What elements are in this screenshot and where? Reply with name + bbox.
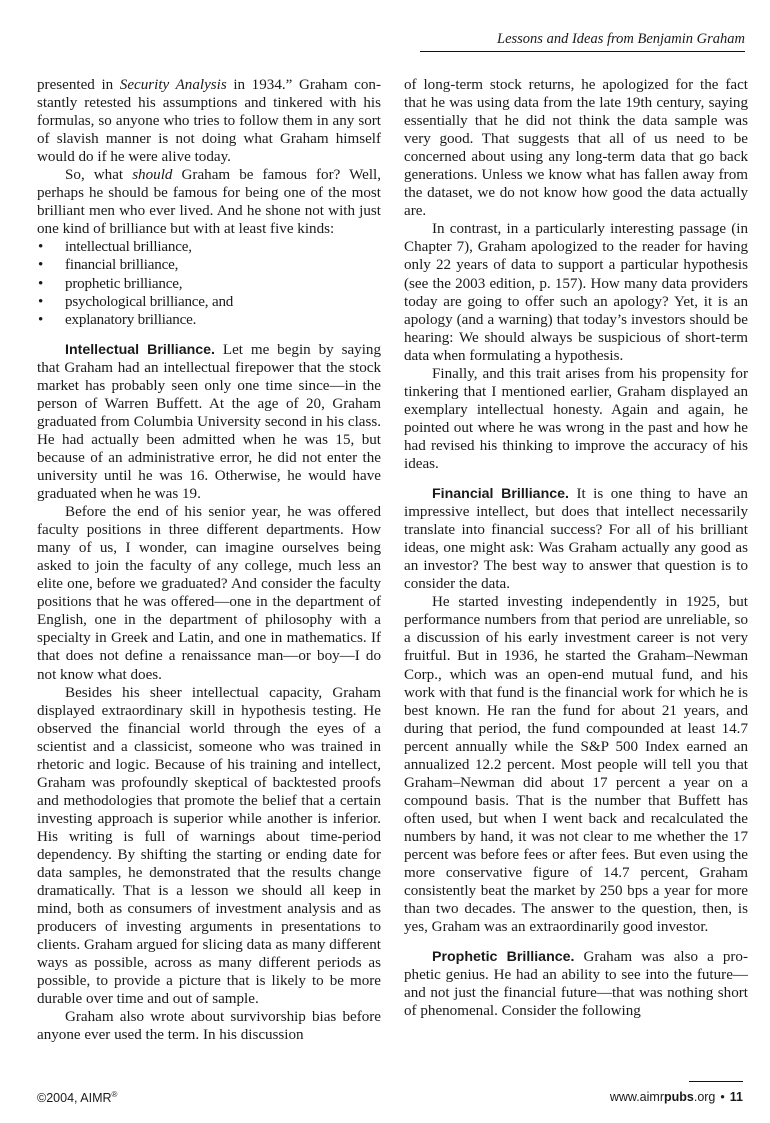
text: Let me begin by saying that Graham had an intellectual firepower that the stock market has probably seen only one time since—in the person of Warren Buffett. At the age of 20, Graham graduated from Columbia University second in his class. He had actually been admitted when he was 15, but because of an administrative error, he did not enter the university until he was 16. Otherwise, he would have graduated when he was 19. xyxy=(37,341,381,503)
right-column xyxy=(404,76,748,1020)
bullet-icon: • xyxy=(38,239,44,256)
bullet-icon: • xyxy=(38,275,44,292)
copyright-notice xyxy=(37,1090,117,1105)
registered-mark: ® xyxy=(111,1090,118,1099)
list-item xyxy=(37,238,381,256)
publisher-url[interactable] xyxy=(610,1090,716,1104)
bullet-icon: • xyxy=(38,311,44,328)
list-item xyxy=(37,256,381,274)
url-part: www.aimr xyxy=(609,1090,664,1104)
list-item xyxy=(37,275,381,293)
paragraph: Graham also wrote about survivorship bias before anyone ever used the term. In his discussion xyxy=(37,1009,381,1044)
text: in 1934.” Graham constantly retested his assumptions and tinkered with his formulas, so anyone who tries to follow them in any sort of slavish manner is not doing what Graham himself would do if he were alive today. xyxy=(37,77,381,166)
text: So, what xyxy=(65,167,133,184)
paragraph: of long-term stock returns, he apologized for the fact that he was using data from the late 19th century, saying essentially that he did not think the data sample was very good. That suggests that all of us need to be concerned about using any long-term data that go back generations. Unless we know what has fallen away from the dataset, we do not know how good the data actually are. xyxy=(404,77,748,220)
section-heading: Intellectual Brilliance. xyxy=(65,341,215,358)
list-item xyxy=(37,293,381,311)
footer-divider xyxy=(689,1081,743,1082)
brilliance-list xyxy=(37,238,381,328)
list-item-text: financial brilliance, xyxy=(65,257,179,274)
section-intellectual-brilliance xyxy=(37,341,381,503)
page-number: 11 xyxy=(729,1090,743,1104)
list-item-text: psychological brilliance, and xyxy=(65,293,234,310)
url-part-bold: pubs xyxy=(663,1090,694,1104)
copyright-text: ©2004, AIMR xyxy=(37,1091,112,1106)
paragraph: Besides his sheer intellectual capacity, Graham displayed extraordinary skill in hypothesis testing. He observed the financial world through the eyes of a scientist and a classicist, someone who was trained in rhetoric and logic. Because of his training and intellect, Graham was profoundly skeptical of backtested proofs and methodologies that promote the belief that a certain investing approach is superior while another is inferior. His writing is full of warnings about time-period dependency. By shifting the starting or ending date for data samples, he demonstrated that the results change dramatically. That is a lesson we should all keep in mind, both as consumers of investment analysis and as producers of investing arguments in presentations to clients. Graham argued for slicing data as many different ways as possible, across as many different periods as possible, to provide a picture that is likely to be more durable over time and out of sample. xyxy=(37,684,381,1008)
text: Graham be famous for? Well, perhaps he should be famous for being one of the most brilliant men who ever lived. And he shone not with just one kind of brilliance but with at least five kinds: xyxy=(37,167,381,238)
text: presented in xyxy=(37,77,120,93)
left-column xyxy=(37,76,381,1044)
separator-icon: • xyxy=(720,1090,725,1104)
list-item-text: prophetic brilliance, xyxy=(65,275,183,292)
footer-url-page xyxy=(610,1090,743,1104)
section-prophetic-brilliance xyxy=(404,948,748,1020)
paragraph xyxy=(37,76,381,166)
section-heading: Financial Brilliance. xyxy=(432,486,569,503)
text: It is one thing to have an impressive intellect, but does that intellect necessarily translate into financial success? For all of his brilliant ideas, one might ask: Was Graham actually any good as an investor? The best way to answer that question is to consider the data. xyxy=(404,486,748,593)
url-part: .org xyxy=(693,1090,716,1104)
paragraph xyxy=(37,166,381,238)
bullet-icon: • xyxy=(38,257,44,274)
book-title: Security Analysis xyxy=(119,77,227,93)
list-item xyxy=(37,311,381,329)
section-heading: Prophetic Brilliance. xyxy=(432,949,575,966)
paragraph: Before the end of his senior year, he was offered faculty positions in three different departments. How many of us, I wonder, can imagine ourselves being asked to join the faculty of any college, much less an elite one, before we graduated? And consider the faculty positions that he was offered—one in the department of English, one in the department of philosophy with a specialty in Greek and Latin, and one in mathematics. If that does not define a renaissance man—or boy—I do not know what does. xyxy=(37,504,381,683)
paragraph: In contrast, in a particularly interesting passage (in Chapter 7), Graham apologized to the reader for having only 22 years of data to support a particular hypothesis (see the 2003 edition, p. 157). How many data providers today are going to offer such an apology? Yet, it is an apology (and a warning) that today’s investors should be hearing: We should always be suspicious of short-term data when formulating a hypothesis. xyxy=(404,221,748,364)
bullet-icon: • xyxy=(38,293,44,310)
running-header: Lessons and Ideas from Benjamin Graham xyxy=(420,30,745,52)
text: Graham was also a prophetic genius. He had an ability to see into the future—and not just the financial future—that was nothing short of phenomenal. Consider the following xyxy=(404,949,748,1020)
paragraph: Finally, and this trait arises from his propensity for tinkering that I mentioned earlier, Graham displayed an exemplary intellectual honesty. Again and again, he pointed out where he was wrong in the past and how he had revised his thinking to improve the accuracy of his ideas. xyxy=(404,365,748,472)
list-item-text: explanatory brilliance. xyxy=(65,311,197,328)
paragraph: He started investing independently in 1925, but performance numbers from that period are unreliable, so a discussion of his early investment career is not very fruitful. But in 1936, he started the Graham–Newman Corp., which was an open-end mutual fund, and his work with that fund is the financial work for which he is best known. He ran the fund for about 21 years, and during that period, the fund compounded at least 14.7 percent annually while the S&P 500 Index earned an annualized 12.2 percent. Most people will tell you that Graham–Newman did about 17 percent a year on a compound basis. That is the number that Buffett has often used, but when I went back and recalculated the numbers by hand, it was not clear to me whether the 17 percent was before fees or after fees. But even using the more conservative figure of 14.7 percent, Graham consistently beat the market by 250 bps a year for more than two decades. The answer to the question, then, is yes, Graham was an extraordinarily good investor. xyxy=(404,594,748,936)
section-financial-brilliance xyxy=(404,485,748,593)
emphasis: should xyxy=(132,167,173,184)
list-item-text: intellectual brilliance, xyxy=(65,239,192,256)
